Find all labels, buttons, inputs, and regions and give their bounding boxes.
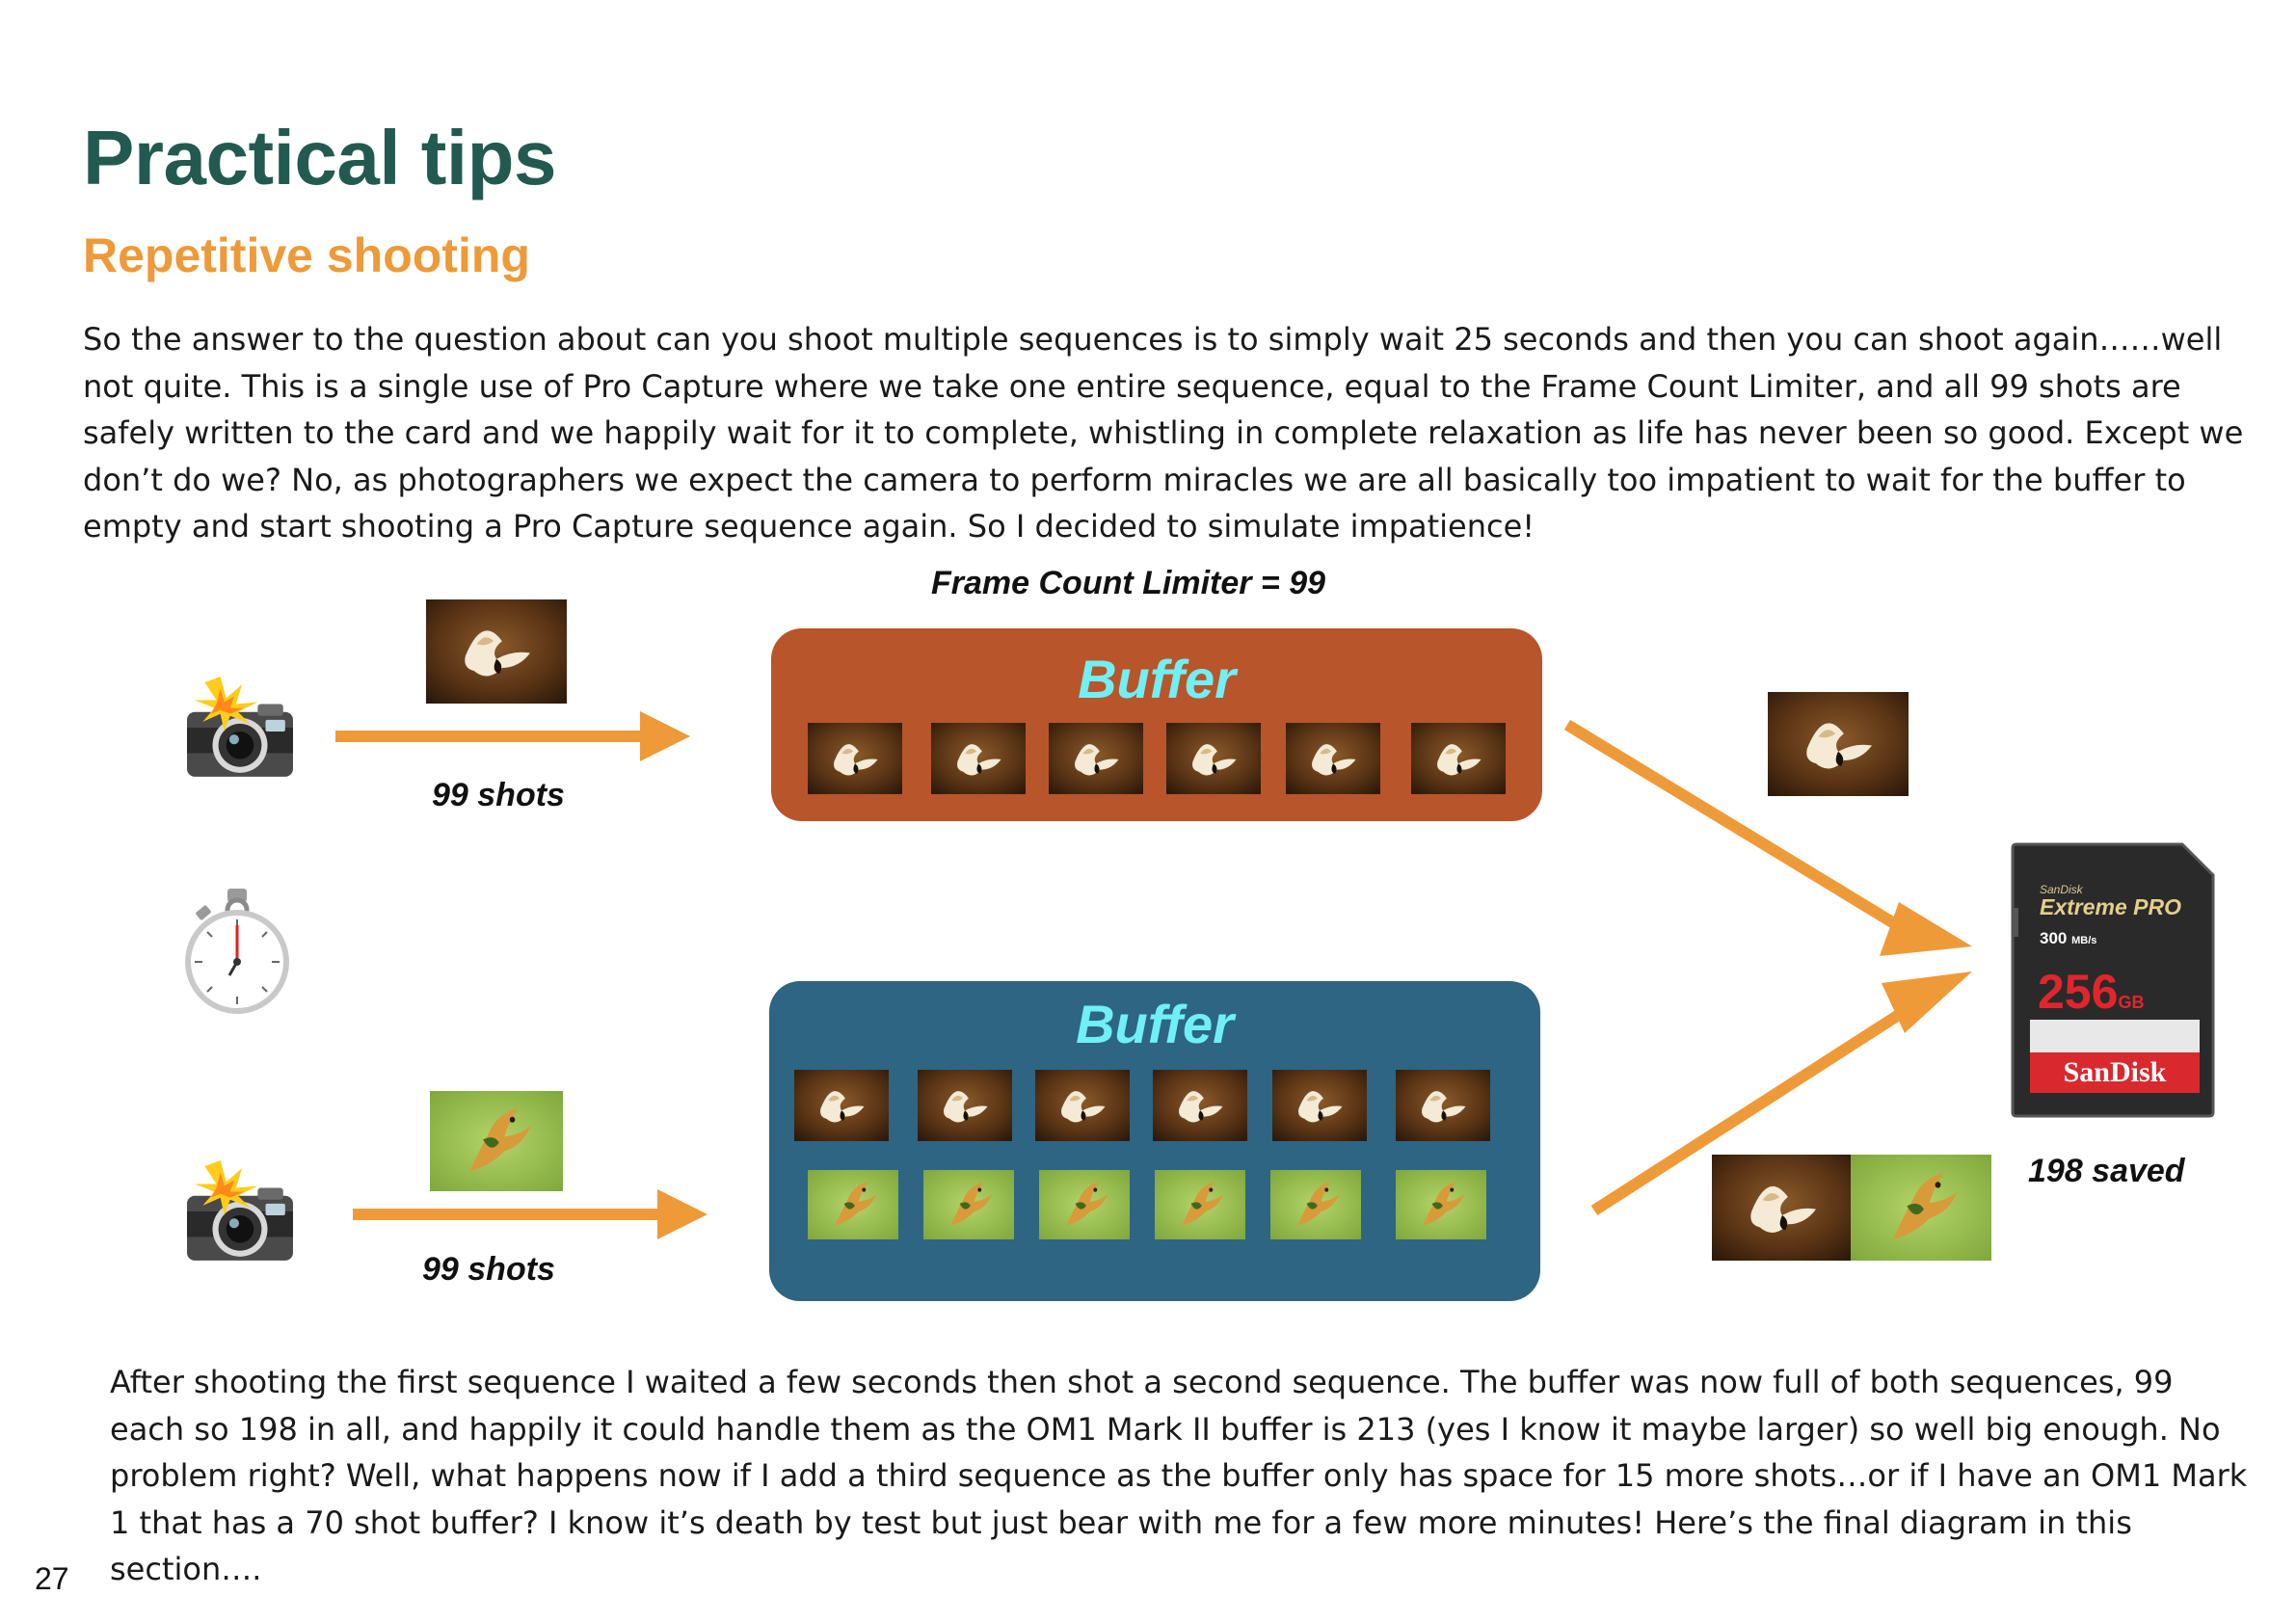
buffer-bottom <box>769 981 1540 1301</box>
camera-flash-icon <box>179 675 301 783</box>
buffer-frame <box>1411 723 1506 794</box>
bird-thumbnail-icon <box>1768 692 1909 796</box>
buffer-frame <box>1049 723 1143 794</box>
buffer-frame <box>931 723 1026 794</box>
buffer-frame <box>1039 1170 1130 1239</box>
buffer-frame <box>1272 1070 1367 1141</box>
buffer-frame <box>1155 1170 1245 1239</box>
shots-top-label: 99 shots <box>432 777 565 813</box>
buffer-frame <box>1396 1070 1490 1141</box>
arrow-top <box>335 709 692 763</box>
buffer-frame <box>1035 1070 1130 1141</box>
buffer-frame <box>808 1170 898 1239</box>
sd-card-capacity: 256GB <box>2038 965 2145 1019</box>
buffer-top-label: Buffer <box>1078 649 1236 709</box>
sd-card-brand-small: SanDisk <box>2040 883 2083 896</box>
bird-thumbnail-icon <box>426 599 567 704</box>
buffer-frame <box>1153 1070 1247 1141</box>
shots-bottom-label: 99 shots <box>422 1251 555 1288</box>
buffer-frame <box>1270 1170 1361 1239</box>
sd-card-product: Extreme PRO <box>2040 894 2182 919</box>
buffer-frame <box>918 1070 1012 1141</box>
arrow-bottom <box>353 1187 709 1241</box>
page-title: Practical tips <box>83 115 557 200</box>
page-number: 27 <box>35 1561 69 1596</box>
section-subtitle: Repetitive shooting <box>83 228 530 282</box>
frame-count-label: Frame Count Limiter = 99 <box>931 565 1326 601</box>
buffer-top <box>771 628 1542 821</box>
buffer-frame <box>923 1170 1014 1239</box>
sd-card-speed: 300 MB/s <box>2040 929 2097 947</box>
stopwatch-icon <box>181 887 293 1016</box>
bird-thumbnail-icon <box>430 1091 563 1191</box>
buffer-frame <box>1396 1170 1486 1239</box>
bird-thumbnail-icon <box>1851 1155 1991 1261</box>
buffer-frame <box>1166 723 1261 794</box>
bird-thumbnail-icon <box>1712 1155 1853 1261</box>
buffer-frame <box>1286 723 1380 794</box>
sd-card-icon <box>2007 840 2219 1120</box>
buffer-bottom-label: Buffer <box>1076 994 1234 1054</box>
camera-flash-icon <box>179 1158 301 1266</box>
sd-card-brand: SanDisk <box>2063 1056 2167 1088</box>
saved-label: 198 saved <box>2028 1153 2185 1189</box>
buffer-frame <box>794 1070 889 1141</box>
buffer-frame <box>808 723 902 794</box>
outro-paragraph: After shooting the first sequence I waited a few seconds then shot a second sequence. The buffer was now full of both sequences, 99 each so 198 in all, and happily it could handle them as the OM1 Mark II buffer is 213 (yes I know it maybe larger) so well big enough. No problem right? Well, what happens now if I add a third sequence as the buffer only has space for 15 more shots…or if I have an OM1 Mark 1 that has a 70 shot buffer? I know it’s death by test but just bear with me for a few more minutes! Here’s the final diagram in this section…. <box>110 1364 2248 1587</box>
intro-paragraph: So the answer to the question about can you shoot multiple sequences is to simply wait 25 seconds and then you can shoot again……well not quite. This is a single use of Pro Capture where we take one entire sequence, equal to the Frame Count Limiter, and all 99 shots are safely written to the card and we happily wait for it to complete, whistling in complete relaxation as life has never been so good. Except we don’t do we? No, as photographers we expect the camera to perform miracles we are all basically too impatient to wait for the buffer to empty and start shooting a Pro Capture sequence again. So I decided to simulate impatience! <box>83 321 2244 545</box>
